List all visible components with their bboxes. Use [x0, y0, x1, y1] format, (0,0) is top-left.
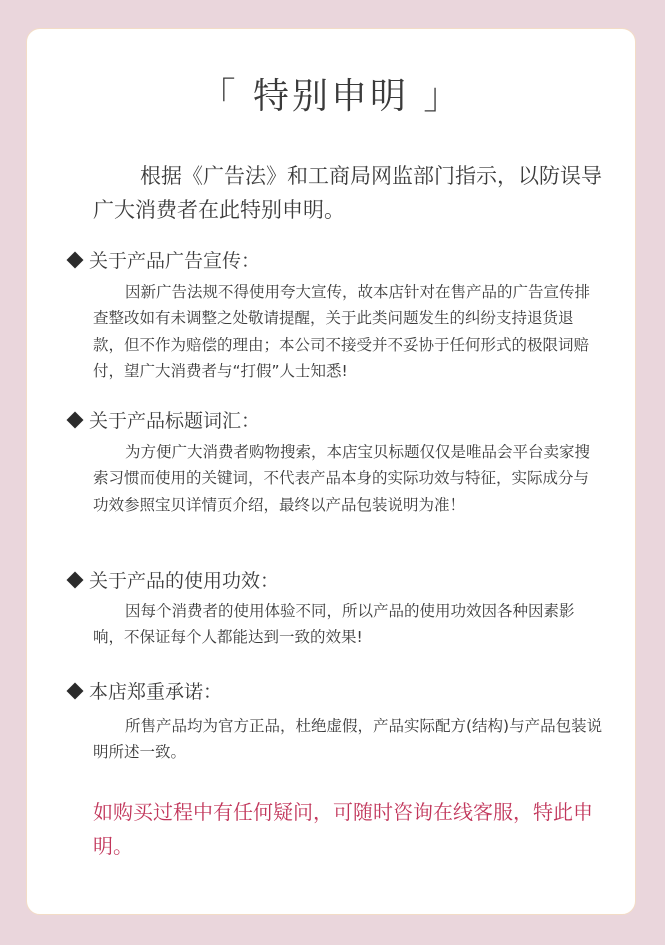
section-body-title-keywords: 为方便广大消费者购物搜索，本店宝贝标题仅仅是唯品会平台卖家搜索习惯而使用的关键词，不代表产品本身的实际功效与特征，实际成分与功效参照宝贝详情页介绍，最终以产品包装说明为准！ — [93, 443, 591, 514]
section-heading-efficacy — [65, 569, 279, 593]
section-heading-text: 关于产品广告宣传： — [89, 250, 261, 272]
diamond-bullet-icon — [67, 572, 84, 589]
section-heading-advertising — [65, 249, 260, 273]
section-body-advertising: 因新广告法规不得使用夸大宣传，故本店针对在售产品的广告宣传排查整改如有未调整之处敬请提醒，关于此类问题发生的纠纷支持退货退款，但不作为赔偿的理由；本公司不接受并不妥协于任何形式的极限词赔付，望广大消费者与“打假”人士知悉! — [93, 283, 591, 380]
section-heading-title-keywords — [65, 409, 260, 433]
page-title: 「 特别申明 」 — [199, 76, 463, 117]
section-body-promise: 所售产品均为官方正品，杜绝虚假，产品实际配方(结构)与产品包装说明所述一致。 — [93, 717, 603, 762]
section-body-efficacy: 因每个消费者的使用体验不同，所以产品的使用功效因各种因素影响，不保证每个人都能达到一致的效果! — [93, 602, 575, 647]
customer-service-notice: 如购买过程中有任何疑问，可随时咨询在线客服，特此申明。 — [93, 800, 593, 858]
diamond-bullet-icon — [67, 252, 84, 269]
section-heading-promise — [65, 680, 222, 704]
statement-card — [26, 28, 636, 915]
intro-paragraph: 根据《广告法》和工商局网监部门指示，以防误导广大消费者在此特别申明。 — [93, 164, 602, 222]
diamond-bullet-icon — [67, 412, 84, 429]
section-heading-text: 关于产品标题词汇： — [89, 410, 261, 432]
diamond-bullet-icon — [67, 683, 84, 700]
section-heading-text: 关于产品的使用功效： — [89, 570, 280, 592]
section-heading-text: 本店郑重承诺： — [89, 681, 223, 703]
